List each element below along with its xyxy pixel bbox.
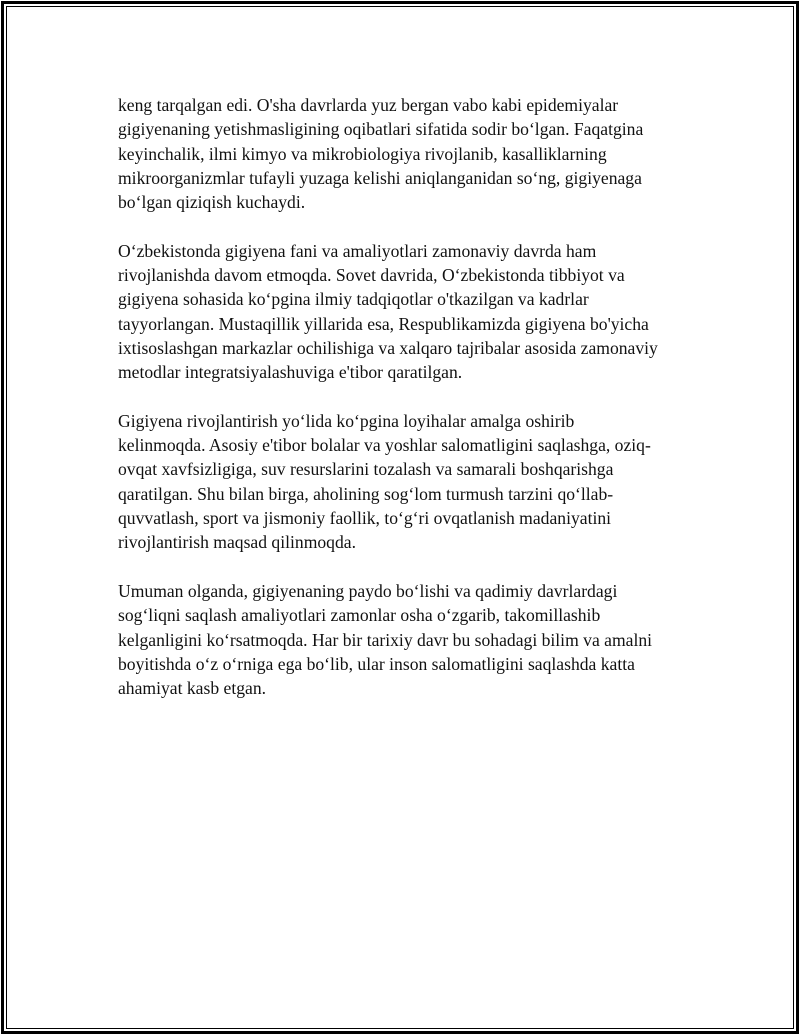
text-line: metodlar integratsiyalashuviga e'tibor qaratilgan. bbox=[118, 362, 463, 383]
text-line: gigiyenaning yetishmasligining oqibatlari sifatida sodir bo‘lgan. Faqatgina bbox=[118, 119, 644, 140]
paragraph-conclusion bbox=[118, 579, 698, 700]
text-line: qaratilgan. Shu bilan birga, aholining sog‘lom turmush tarzini qo‘llab- bbox=[118, 483, 614, 504]
text-line: rivojlanishda davom etmoqda. Sovet davrida, O‘zbekistonda tibbiyot va bbox=[118, 265, 625, 286]
text-line: Umuman olganda, gigiyenaning paydo bo‘lishi va qadimiy davrlardagi bbox=[118, 580, 618, 601]
text-line: ixtisoslashgan markazlar ochilishiga va xalqaro tajribalar asosida zamonaviy bbox=[118, 337, 658, 358]
text-line: kelganligini ko‘rsatmoqda. Har bir tarixiy davr bu sohadagi bilim va amalni bbox=[118, 629, 653, 650]
text-line: tayyorlangan. Mustaqillik yillarida esa, Respublikamizda gigiyena bo'yicha bbox=[118, 313, 649, 334]
paragraph-development-projects bbox=[118, 409, 698, 555]
text-line: bo‘lgan qiziqish kuchaydi. bbox=[118, 192, 306, 213]
paragraph-history-epidemics bbox=[118, 93, 698, 214]
text-line: kelinmoqda. Asosiy e'tibor bolalar va yoshlar salomatligini saqlashga, oziq- bbox=[118, 435, 651, 456]
text-line: keyinchalik, ilmi kimyo va mikrobiologiya rivojlanib, kasalliklarning bbox=[118, 143, 607, 164]
text-line: quvvatlash, sport va jismoniy faollik, to‘g‘ri ovqatlanish madaniyatini bbox=[118, 508, 612, 529]
text-line: mikroorganizmlar tufayli yuzaga kelishi aniqlanganidan so‘ng, gigiyenaga bbox=[118, 167, 642, 188]
text-line: sog‘liqni saqlash amaliyotlari zamonlar osha o‘zgarib, takomillashib bbox=[118, 605, 601, 626]
text-line: rivojlantirish maqsad qilinmoqda. bbox=[118, 532, 356, 553]
text-line: ovqat xavfsizligiga, suv resurslarini tozalash va samarali boshqarishga bbox=[118, 459, 614, 480]
text-line: gigiyena sohasida ko‘pgina ilmiy tadqiqotlar o'tkazilgan va kadrlar bbox=[118, 289, 589, 310]
text-line: O‘zbekistonda gigiyena fani va amaliyotlari zamonaviy davrda ham bbox=[118, 240, 597, 261]
text-line: ahamiyat kasb etgan. bbox=[118, 678, 267, 699]
text-line: Gigiyena rivojlantirish yo‘lida ko‘pgina loyihalar amalga oshirib bbox=[118, 410, 575, 431]
paragraph-uzbekistan-hygiene bbox=[118, 239, 698, 385]
text-line: boyitishda o‘z o‘rniga ega bo‘lib, ular inson salomatligini saqlashda katta bbox=[118, 653, 635, 674]
document-body bbox=[118, 93, 698, 725]
text-line: keng tarqalgan edi. O'sha davrlarda yuz bergan vabo kabi epidemiyalar bbox=[118, 95, 619, 115]
